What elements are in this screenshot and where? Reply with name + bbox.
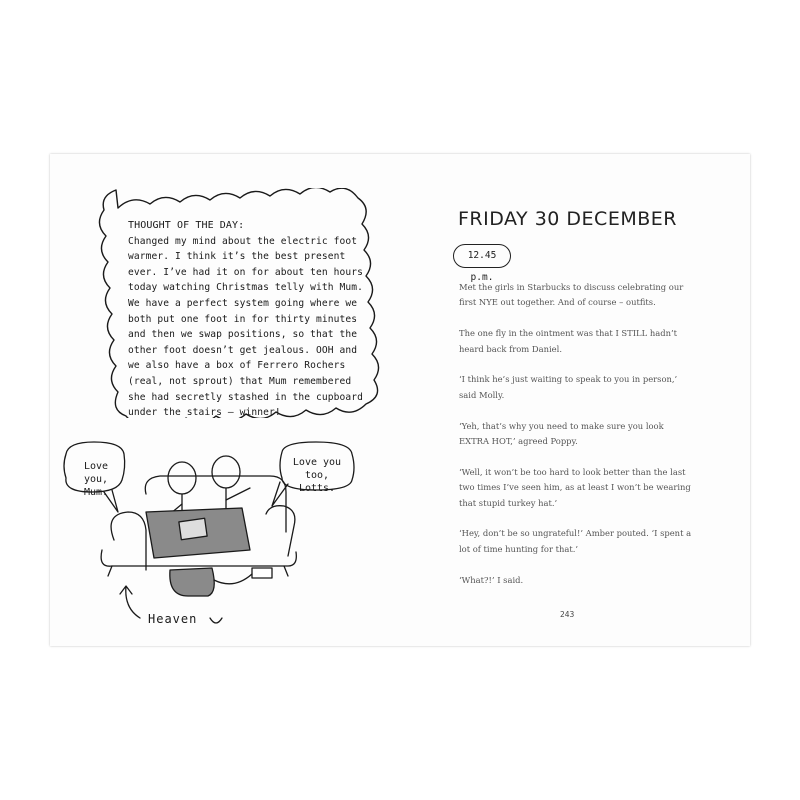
paragraph: ‘Hey, don’t be so ungrateful!’ Amber pouted. ‘I spent a lot of time hunting for that.’ <box>459 528 692 554</box>
paragraph: ‘Well, it won’t be too hard to look better than the last two times I’ve seen him, as at least I won’t be wearing that stupid turkey hat.’ <box>459 466 691 508</box>
time-label: 12.45 p.m. <box>467 250 497 283</box>
thought-title: THOUGHT OF THE DAY: <box>128 220 245 231</box>
time-badge <box>453 244 511 283</box>
paragraph: The one fly in the ointment was that I STILL hadn’t heard back from Daniel. <box>459 328 678 354</box>
paragraph: Met the girls in Starbucks to discuss celebrating our first NYE out together. And of course – outfits. <box>459 282 684 308</box>
paragraph: ‘What?!’ I said. <box>459 574 524 585</box>
paragraph: ‘I think he’s just waiting to speak to you in person,’ said Molly. <box>459 374 678 400</box>
illustration-caption: Heaven <box>148 612 198 626</box>
paragraph: ‘Yeh, that’s why you need to make sure you look EXTRA HOT,’ agreed Poppy. <box>459 420 664 447</box>
page-number: 243 <box>560 610 575 619</box>
bubble-right-text: Love you too, Lotts. <box>292 457 342 494</box>
diary-entry <box>459 280 695 603</box>
bubble-left-text: Love you, Mum. <box>83 461 109 498</box>
thought-cloud-text <box>128 218 372 421</box>
thought-body: Changed my mind about the electric foot warmer. I think it’s the best present ever. I’ve had it on for about ten hours today watching Christmas telly with Mum. We have a perfect system going where we both put one foot in for thirty minutes and then we swap positions, so that the other foot doesn’t get jealous. OOH and we also have a box of Ferrero Rochers (real, not sprout) that Mum remembered she had secretly stashed in the cupboard under the stairs – winner! <box>128 235 364 419</box>
diary-day-title: FRIDAY 30 DECEMBER <box>458 208 677 230</box>
